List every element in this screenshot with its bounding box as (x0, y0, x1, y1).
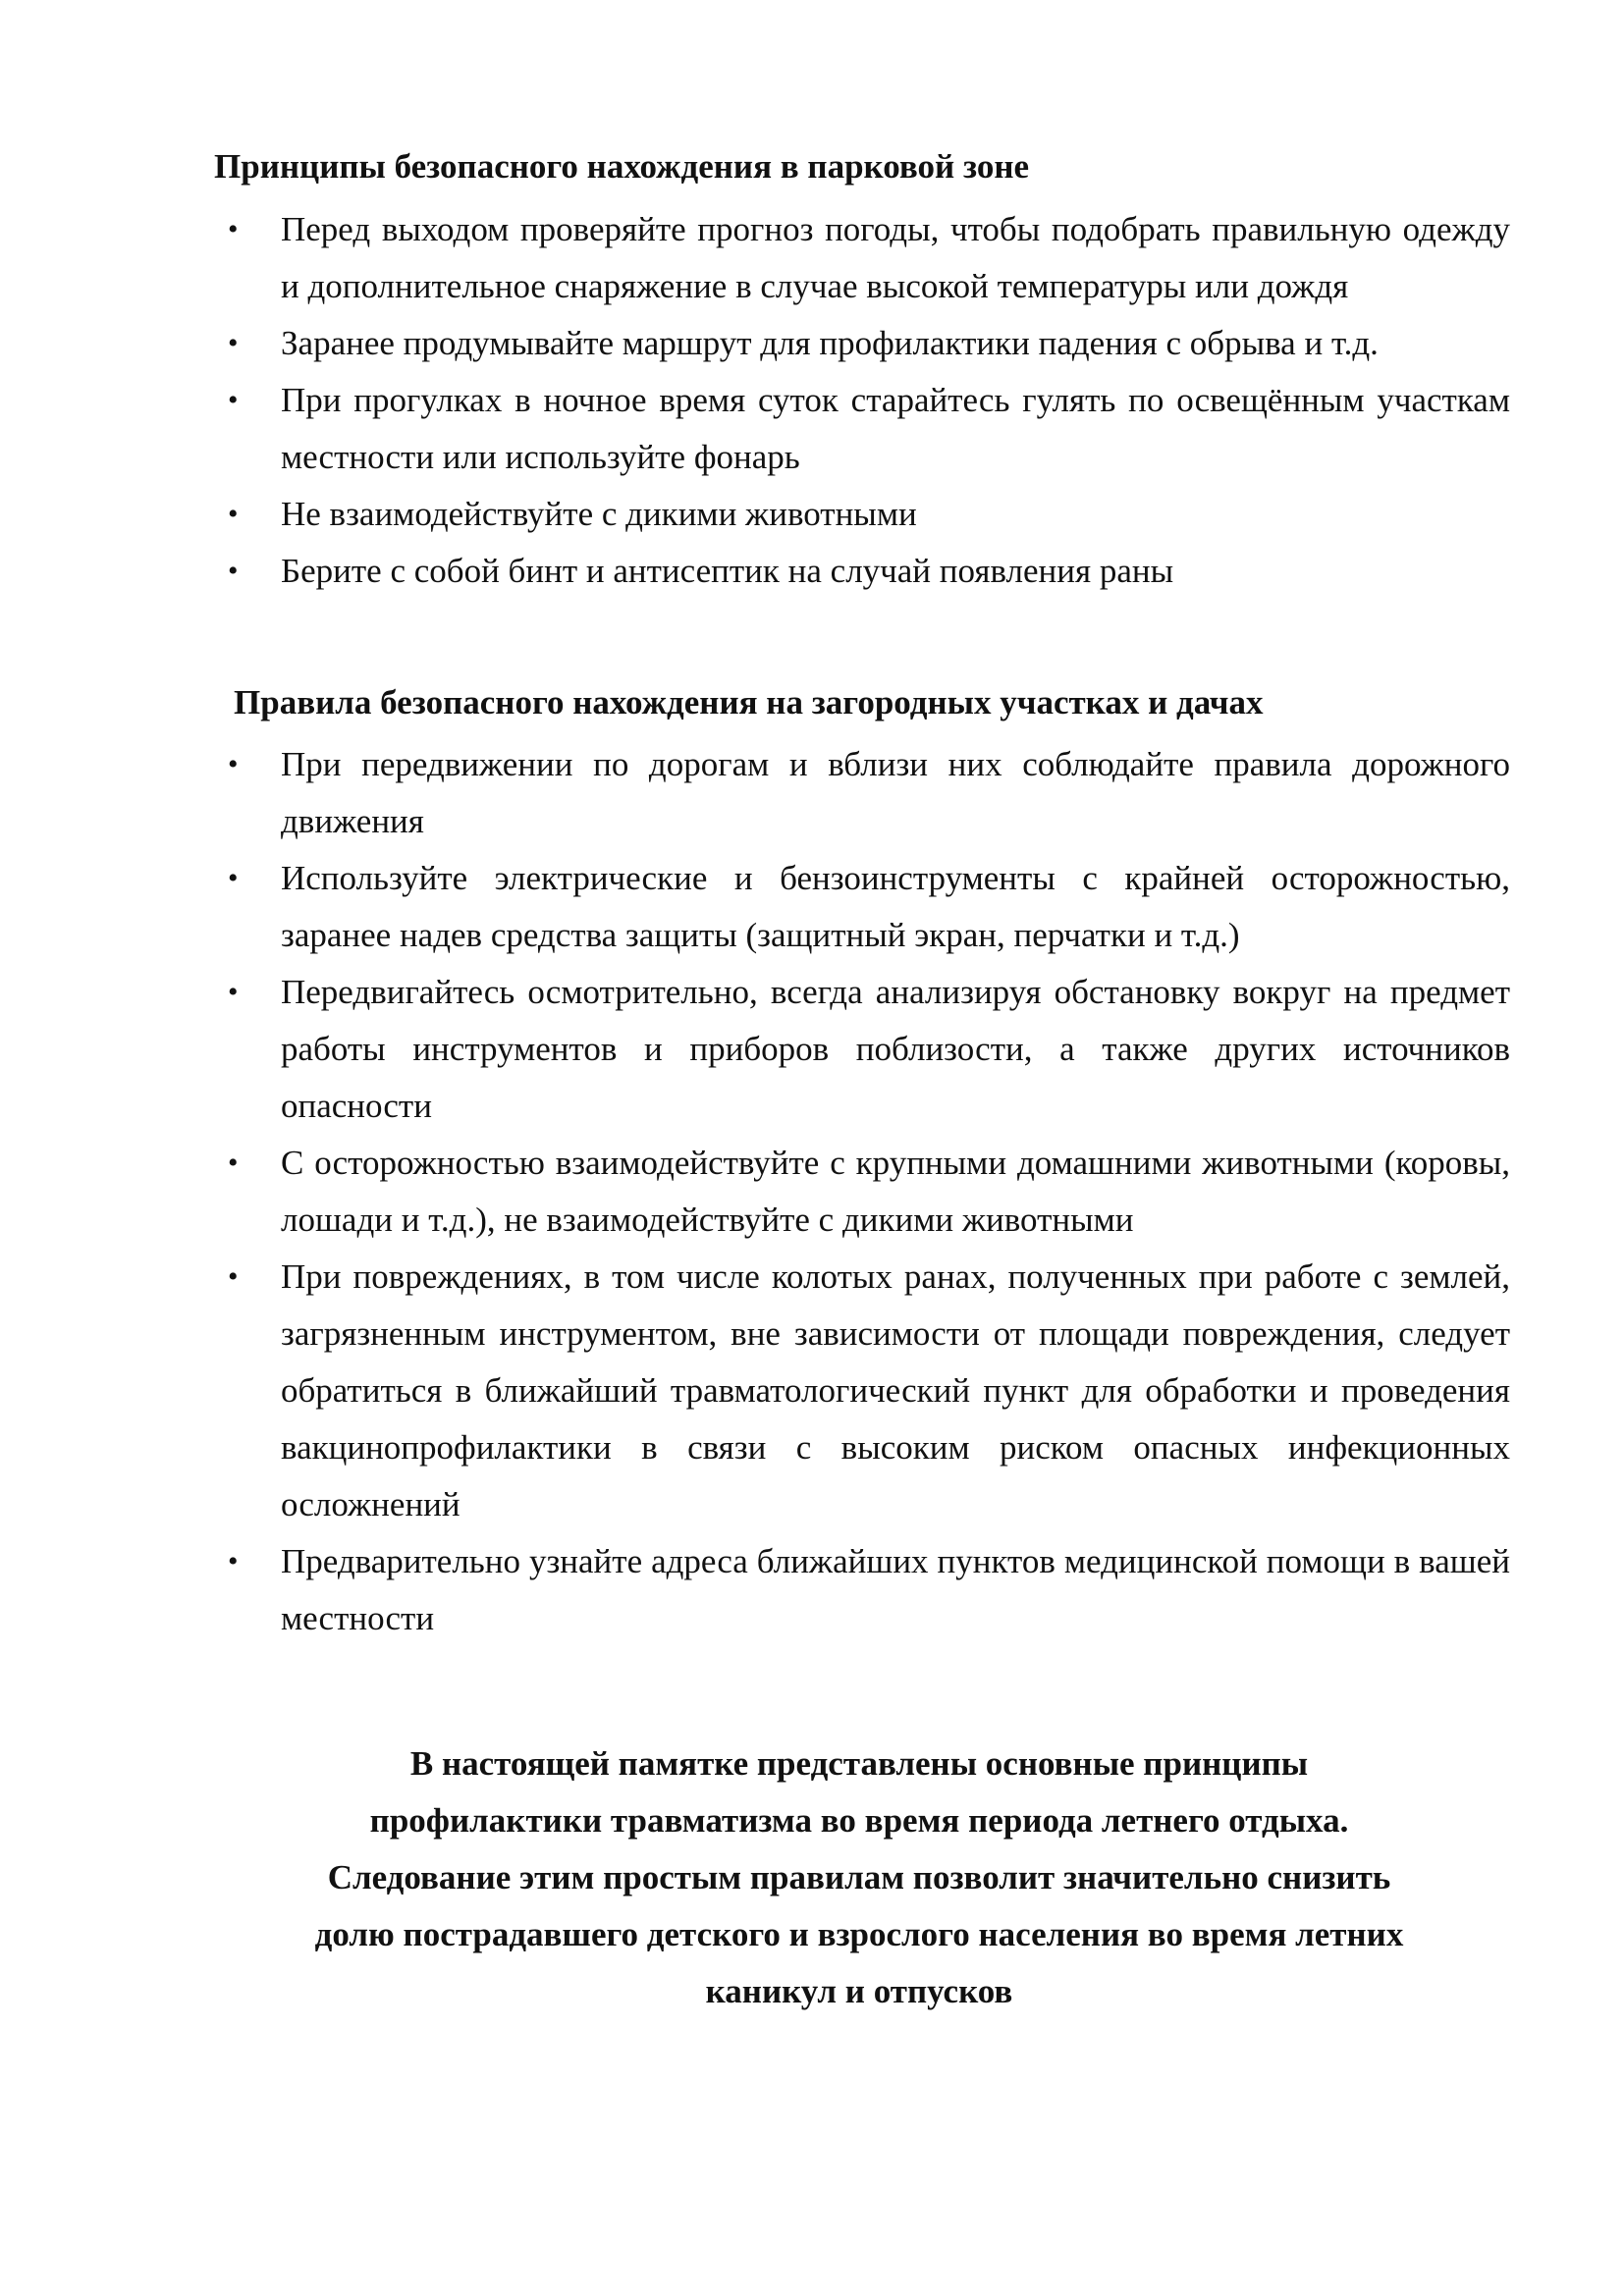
list-item (228, 1135, 1510, 1249)
list-item (228, 850, 1510, 964)
list-item-text: При прогулках в ночное время суток старайтесь гулять по освещённым участкам местности или используйте фонарь (281, 381, 1510, 476)
park-rules-list (228, 201, 1510, 600)
bullet-icon: • (228, 1545, 239, 1577)
list-item-text: Используйте электрические и бензоинструменты с крайней осторожностью, заранее надев средства защиты (защитный экран, перчатки и т.д.) (281, 859, 1510, 954)
list-item-text: Не взаимодействуйте с дикими животными (281, 495, 917, 533)
bullet-icon: • (228, 862, 239, 894)
bullet-icon: • (228, 327, 239, 359)
list-item-text: Передвигайтесь осмотрительно, всегда анализируя обстановку вокруг на предмет работы инструментов и приборов поблизости, а также других источников опасности (281, 973, 1510, 1125)
list-item (228, 372, 1510, 486)
bullet-icon: • (228, 498, 239, 530)
list-item (228, 543, 1510, 600)
bullet-icon: • (228, 213, 239, 245)
bullet-icon: • (228, 1147, 239, 1179)
list-item (228, 964, 1510, 1135)
list-item-text: Заранее продумывайте маршрут для профилактики падения с обрыва и т.д. (281, 324, 1379, 362)
summary-line: Следование этим простым правилам позволит значительно снизить (327, 1858, 1391, 1896)
list-item (228, 1533, 1510, 1647)
summary-line: долю пострадавшего детского и взрослого населения во время летних (314, 1915, 1404, 1953)
bullet-icon: • (228, 384, 239, 416)
list-item-text: С осторожностью взаимодействуйте с крупными домашними животными (коровы, лошади и т.д.), не взаимодействуйте с дикими животными (281, 1144, 1510, 1239)
list-item (228, 736, 1510, 850)
list-item-text: Берите с собой бинт и антисептик на случай появления раны (281, 552, 1174, 590)
bullet-icon: • (228, 976, 239, 1008)
list-item-text: При повреждениях, в том числе колотых ранах, полученных при работе с землей, загрязненным инструментом, вне зависимости от площади повреждения, следует обратиться в ближайший травматологический пункт для обработки и проведения вакцинопрофилактики в связи с высоким риском опасных инфекционных осложнений (281, 1257, 1510, 1523)
summary-line: каникул и отпусков (705, 1972, 1013, 2010)
section-heading-park: Принципы безопасного нахождения в парковой зоне (214, 147, 1030, 186)
list-item (228, 315, 1510, 372)
list-item (228, 1249, 1510, 1533)
country-rules-list (228, 736, 1510, 1647)
summary-line: профилактики травматизма во время периода летнего отдыха. (369, 1801, 1349, 1840)
closing-summary (275, 1735, 1443, 2020)
summary-line: В настоящей памятке представлены основные принципы (409, 1744, 1309, 1783)
bullet-icon: • (228, 555, 239, 587)
bullet-icon: • (228, 748, 239, 780)
list-item-text: Перед выходом проверяйте прогноз погоды, чтобы подобрать правильную одежду и дополнительное снаряжение в случае высокой температуры или дождя (281, 210, 1510, 305)
list-item-text: Предварительно узнайте адреса ближайших пунктов медицинской помощи в вашей местности (281, 1542, 1510, 1637)
section-heading-country: Правила безопасного нахождения на загородных участках и дачах (234, 683, 1264, 721)
list-item (228, 201, 1510, 315)
bullet-icon: • (228, 1260, 239, 1293)
list-item (228, 486, 1510, 543)
list-item-text: При передвижении по дорогам и вблизи них соблюдайте правила дорожного движения (281, 745, 1510, 840)
